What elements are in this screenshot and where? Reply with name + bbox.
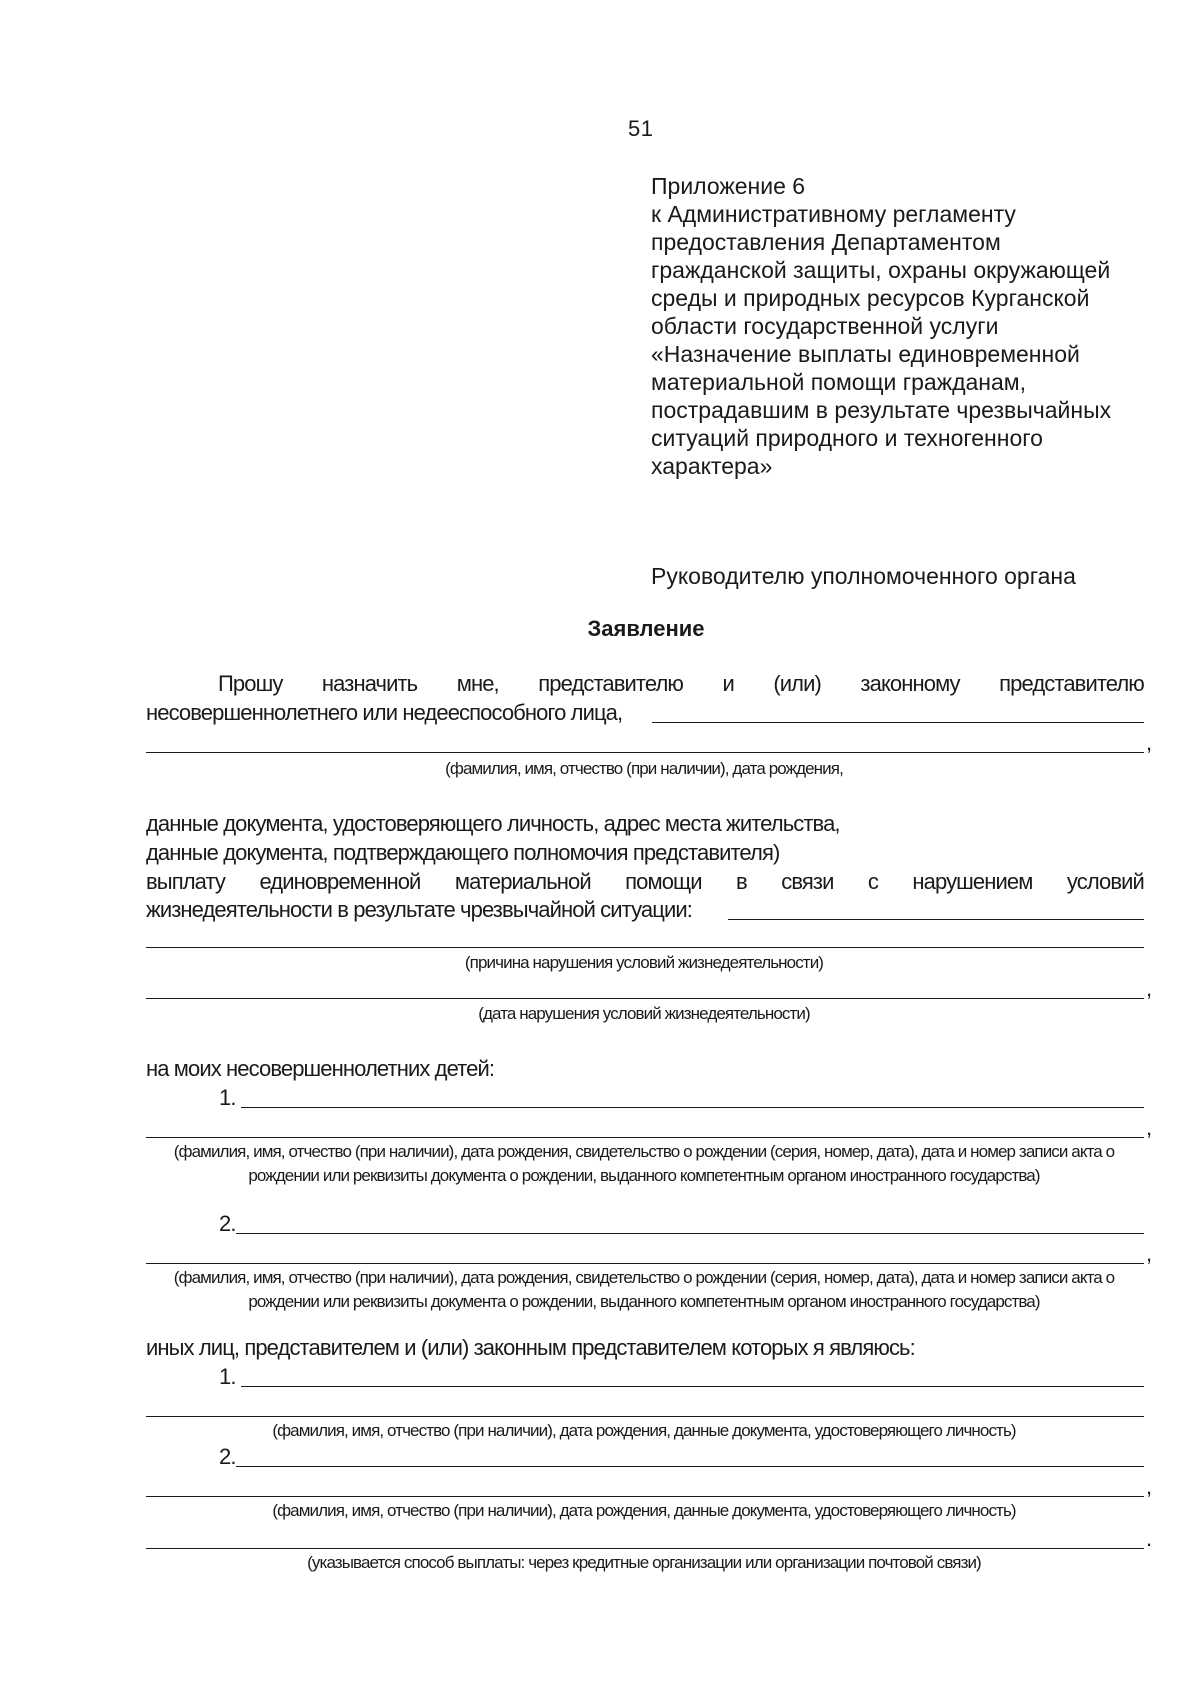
payment-method-field[interactable] <box>146 1548 1144 1549</box>
addressee: Руководителю уполномоченного органа <box>651 563 1076 589</box>
word: условий <box>1066 869 1144 894</box>
request-line-1 <box>146 671 1144 697</box>
word: законному <box>860 671 960 696</box>
child-1-field[interactable] <box>241 1107 1144 1108</box>
word: мне, <box>456 671 499 696</box>
documents-line-3 <box>146 869 1144 895</box>
reason-field-2[interactable] <box>146 947 1144 948</box>
word: единовременной <box>259 869 421 894</box>
appendix-header <box>651 172 1161 480</box>
child-1-field-2[interactable] <box>146 1137 1144 1138</box>
word: с <box>867 869 878 894</box>
child-2-field-2[interactable] <box>146 1263 1144 1264</box>
documents-line-2: данные документа, подтверждающего полномочия представителя) <box>146 840 780 865</box>
reason-field[interactable] <box>728 919 1144 920</box>
reason-caption: (причина нарушения условий жизнедеятельности) <box>464 953 824 972</box>
word: в <box>736 869 747 894</box>
appendix-line: характера» <box>651 453 773 479</box>
applicant-name-field[interactable] <box>652 722 1144 723</box>
word: помощи <box>625 869 702 894</box>
other-2-caption: (фамилия, имя, отчество (при наличии), дата рождения, данные документа, удостоверяющего личность) <box>272 1501 1016 1520</box>
other-1-field-2[interactable] <box>146 1416 1144 1417</box>
appendix-line: гражданской защиты, охраны окружающей <box>651 257 1111 283</box>
document-title: Заявление <box>587 616 705 641</box>
request-line-2: несовершеннолетнего или недееспособного лица, <box>146 700 623 725</box>
word: Прошу <box>218 671 283 696</box>
appendix-line: материальной помощи гражданам, <box>651 369 1027 395</box>
word: выплату <box>146 869 226 894</box>
payment-caption: (указывается способ выплаты: через кредитные организации или организации почтовой связи) <box>307 1553 981 1572</box>
appendix-line: предоставления Департаментом <box>651 229 1001 255</box>
comma: , <box>1146 1115 1153 1140</box>
word: представителю <box>538 671 683 696</box>
appendix-line: пострадавшим в результате чрезвычайных <box>651 397 1112 423</box>
applicant-name-field-2[interactable] <box>146 752 1144 753</box>
appendix-line: Приложение 6 <box>651 173 806 199</box>
appendix-line: к Административному регламенту <box>651 201 1016 227</box>
comma: , <box>1146 1474 1153 1499</box>
child-2-number: 2. <box>219 1211 236 1236</box>
comma: , <box>1146 1241 1153 1266</box>
word: материальной <box>454 869 591 894</box>
appendix-line: области государственной услуги <box>651 313 999 339</box>
comma: , <box>1146 730 1153 755</box>
word: связи <box>781 869 834 894</box>
other-2-number: 2. <box>219 1444 236 1469</box>
comma: , <box>1146 976 1153 1001</box>
others-heading: иных лиц, представителем и (или) законным представителем которых я являюсь: <box>146 1335 915 1360</box>
child-1-number: 1. <box>219 1085 236 1110</box>
appendix-line: среды и природных ресурсов Курганской <box>651 285 1090 311</box>
other-1-field[interactable] <box>241 1386 1144 1387</box>
word: представителю <box>999 671 1144 696</box>
date-caption: (дата нарушения условий жизнедеятельности) <box>478 1004 810 1023</box>
word: назначить <box>321 671 418 696</box>
page-number: 51 <box>628 116 654 141</box>
other-1-caption: (фамилия, имя, отчество (при наличии), дата рождения, данные документа, удостоверяющего личность) <box>272 1421 1016 1440</box>
other-1-number: 1. <box>219 1364 236 1389</box>
appendix-line: «Назначение выплаты единовременной <box>651 341 1080 367</box>
other-2-field-2[interactable] <box>146 1496 1144 1497</box>
word: нарушением <box>912 869 1033 894</box>
word: (или) <box>773 671 821 696</box>
documents-line-4: жизнедеятельности в результате чрезвычайной ситуации: <box>146 897 692 922</box>
child-1-caption: (фамилия, имя, отчество (при наличии), дата рождения, свидетельство о рождении (серия, номер, дата), дата и номер записи акта о рождении или реквизиты документа о рождении, выданного компетентным органом иностранного государства) <box>173 1142 1115 1185</box>
applicant-caption: (фамилия, имя, отчество (при наличии), дата рождения, <box>445 759 843 778</box>
children-heading: на моих несовершеннолетних детей: <box>146 1056 495 1081</box>
word: и <box>722 671 734 696</box>
appendix-line: ситуаций природного и техногенного <box>651 425 1043 451</box>
period: . <box>1146 1526 1153 1551</box>
child-2-field[interactable] <box>236 1233 1144 1234</box>
documents-line-1: данные документа, удостоверяющего личность, адрес места жительства, <box>146 811 840 836</box>
child-2-caption: (фамилия, имя, отчество (при наличии), дата рождения, свидетельство о рождении (серия, номер, дата), дата и номер записи акта о рождении или реквизиты документа о рождении, выданного компетентным органом иностранного государства) <box>173 1268 1115 1311</box>
other-2-field[interactable] <box>236 1466 1144 1467</box>
date-field[interactable] <box>146 998 1144 999</box>
